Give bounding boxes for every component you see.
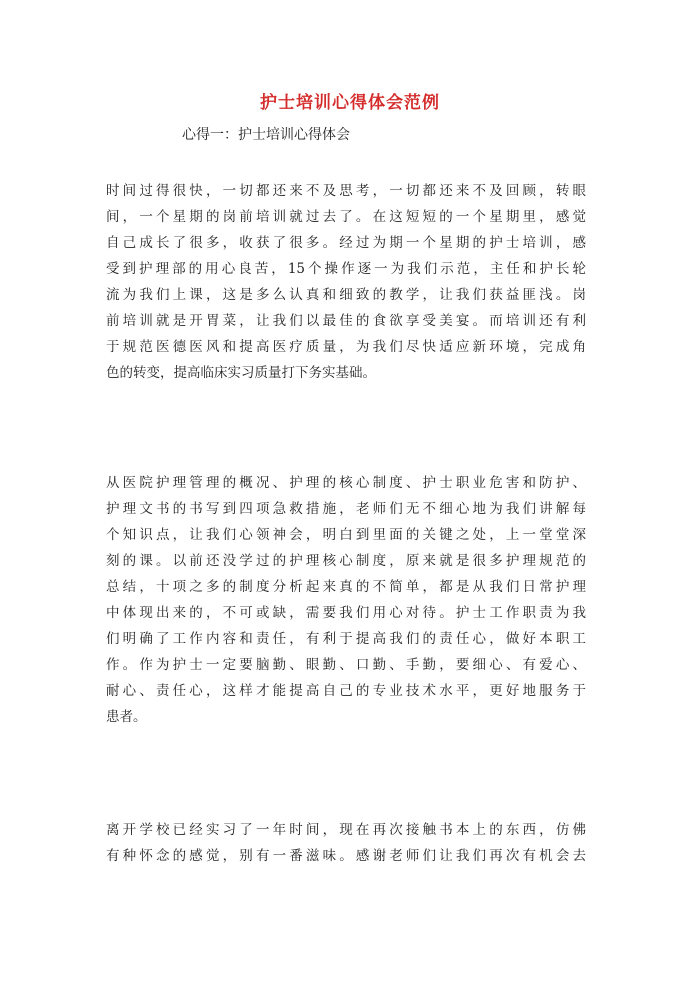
text-line: 间，一个星期的岗前培训就过去了。在这短短的一个星期里，感觉 — [106, 209, 586, 225]
text-line: 离开学校已经实习了一年时间，现在再次接触书本上的东西，仿佛 — [106, 822, 586, 838]
paragraph-3 — [106, 817, 586, 869]
text-line: 色的转变，提高临床实习质量打下务实基础。 — [106, 365, 376, 381]
paragraph-1 — [106, 178, 586, 386]
text-line: 流为我们上课，这是多么认真和细致的教学，让我们获益匪浅。岗 — [106, 287, 586, 303]
paragraph-2 — [106, 470, 586, 730]
text-line: 刻的课。以前还没学过的护理核心制度，原来就是很多护理规范的 — [106, 553, 586, 569]
text-line: 患者。 — [106, 709, 147, 725]
text-line: 中体现出来的，不可或缺，需要我们用心对待。护士工作职责为我 — [106, 605, 586, 621]
document-title: 护士培训心得体会范例 — [260, 93, 440, 113]
text-line: 从医院护理管理的概况、护理的核心制度、护士职业危害和防护、 — [106, 475, 586, 491]
text-line: 个知识点，让我们心领神会，明白到里面的关键之处，上一堂堂深 — [106, 527, 586, 543]
text-line: 护理文书的书写到四项急救措施，老师们无不细心地为我们讲解每 — [106, 501, 586, 517]
text-line: 受到护理部的用心良苦，15个操作逐一为我们示范，主任和护长轮 — [106, 261, 586, 277]
text-line: 自己成长了很多，收获了很多。经过为期一个星期的护士培训，感 — [106, 235, 586, 251]
section-heading: 心得一：护士培训心得体会 — [182, 127, 350, 143]
text-line: 总结，十项之多的制度分析起来真的不简单，都是从我们日常护理 — [106, 579, 586, 595]
text-line: 作。作为护士一定要脑勤、眼勤、口勤、手勤，要细心、有爱心、 — [106, 657, 586, 673]
text-line: 耐心、责任心，这样才能提高自己的专业技术水平，更好地服务于 — [106, 683, 586, 699]
text-line: 于规范医德医风和提高医疗质量，为我们尽快适应新环境，完成角 — [106, 339, 586, 355]
text-line: 前培训就是开胃菜，让我们以最佳的食欲享受美宴。而培训还有利 — [106, 313, 586, 329]
text-line: 有种怀念的感觉，别有一番滋味。感谢老师们让我们再次有机会去 — [106, 848, 586, 864]
text-line: 们明确了工作内容和责任，有利于提高我们的责任心，做好本职工 — [106, 631, 586, 647]
text-line: 时间过得很快，一切都还来不及思考，一切都还来不及回顾，转眼 — [106, 183, 586, 199]
